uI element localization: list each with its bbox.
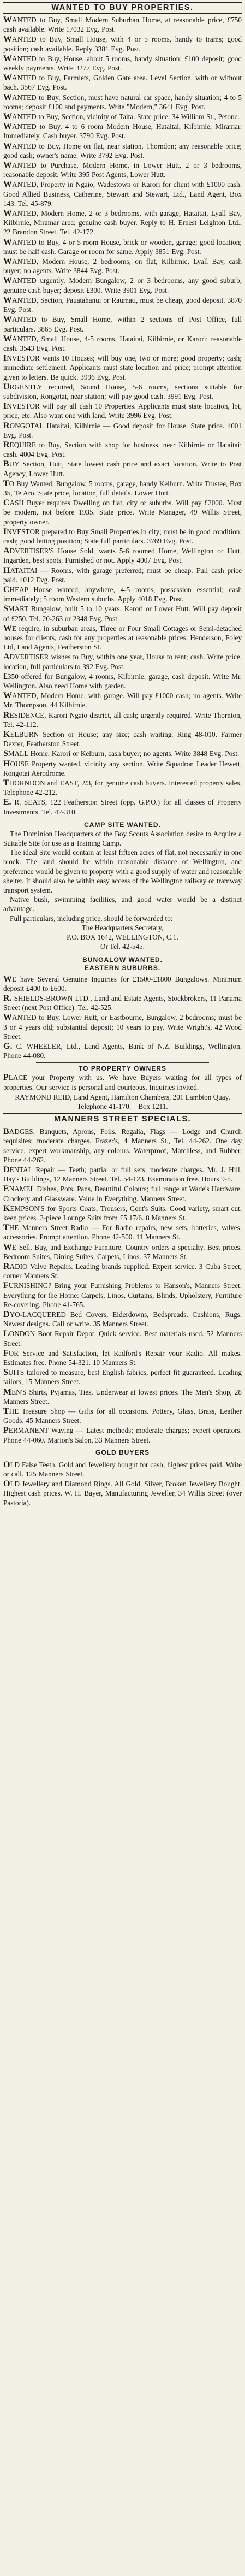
classified-ad: TO Buy Wanted, Bungalow, 5 rooms, garage, handy Kelburn. Write Trustee, Box 35, Te Aro. State price, location, full details. Lower Hutt. <box>3 478 242 497</box>
classified-ad: HATAITAI — Rooms, with garage preferred; must be cheap. Full cash price paid. 4012 Evg. Post. <box>3 565 242 584</box>
classified-ad: WANTED to Buy, Farmlets, Golden Gate area. Level Section, with or without bach. 3567 Evg. Post. <box>3 73 242 92</box>
classified-ad: BADGES, Banquets, Aprons, Foils, Regalia, Flags — Lodge and Church requisites; moderate charges. Frazer's, 4 Manners St., Tel. 44-262. One day service, expert workmanship, any colours. Waterproof, Matchless, and Rubber. Phone 44-262. <box>3 1127 242 1164</box>
notice-contact <box>3 1102 242 1111</box>
classified-ad: INVESTOR will pay all cash 10 Properties. Applicants must state location, lot, price, etc. Also want one with land. Write 3996 Evg. Post. <box>3 401 242 420</box>
classified-ad: RESIDENCE, Karori Ngaio district, all cash; urgently required. Write Thornton, Tel. 42-112. <box>3 710 242 729</box>
classified-ad: URGENTLY required, Sound House, 5-6 rooms, sections suitable for subdivision, Rongotai, near station; will pay good cash. 3991 Evg. Post. <box>3 382 242 400</box>
classified-ad: DENTAL Repair — Teeth; partial or full sets, moderate charges. Mr. J. Hill, Hay's Buildings, 12 Manners Street. Tel. 54-123. Examination free. Hours 9-5. <box>3 1165 242 1184</box>
classified-ad: WANTED to Buy, 4 to 6 room Modern House, Hataitai, Kilbirnie, Miramar. Immediately. Cash buyer. 3790 Evg. Post. <box>3 122 242 140</box>
classified-ad: INVESTOR prepared to Buy Small Properties in city; must be in good condition; cash; good letting position; State full particulars. 3769 Evg. Post. <box>3 527 242 545</box>
classified-ad: KELBURN Section or House; any size; cash waiting. Ring 48-010. Farmer Dexter, Featherston Street. <box>3 730 242 748</box>
classified-ad: WANTED, Modern Home, 2 or 3 bedrooms, with garage, Hataitai, Lyall Bay, Kilbirnie, Miramar area; genuine cash buyer. Reply to H. Ernest Leighton Ltd., 22 Brandon Street. Tel. 42-172. <box>3 209 242 237</box>
notice-telephone: Telephone 41-170. <box>77 1102 132 1110</box>
notice-address: P.O. BOX 1642, WELLINGTON, C.1. <box>67 933 178 942</box>
notice-company: RAYMOND REID, Land Agent, Hamilton Chambers, 201 Lambton Quay. <box>15 1092 230 1101</box>
classified-ad: FOR Service and Satisfaction, let Radford's Repair your Radio. All makes. Estimates free. Phone 54-321. 10 Manners St. <box>3 1348 242 1367</box>
notice-subtitle: EASTERN SUBURBS. <box>84 964 161 972</box>
ads-list <box>3 15 242 817</box>
notice-body: PLACE your Property with us. We have Buyers waiting for all types of properties. Our service is personal and courteous. Inquiries invited. <box>3 1073 242 1091</box>
section-heading: GOLD BUYERS <box>3 1447 242 1458</box>
notice-paragraph: Full particulars, including price, should be forwarded to: <box>10 914 173 923</box>
classified-ad: WANTED to Buy, Home on flat, near station, Thorndon; any reasonable price; good cash; owner's name. Write 3792 Evg. Post. <box>3 141 242 159</box>
classified-ad: PERMANENT Waving — Latest methods; moderate charges; expert operators. Phone 44-060. Marion's Salon, 33 Manners Street. <box>3 1426 242 1444</box>
ads-list <box>3 974 242 1061</box>
classified-ad: WE Sell, Buy, and Exchange Furniture. Country orders a specialty. Best prices. Bedroom Suites, Dining Suites, Carpets, Linos. 37 Manners St. <box>3 1242 242 1261</box>
notice-signature: The Headquarters Secretary, <box>81 923 164 932</box>
classified-ad: REQUIRE to Buy, Section with shop for business, near Kilbirnie or Hataitai; cash. 4004 Evg. Post. <box>3 440 242 459</box>
classified-ad: E. R. SEATS, 122 Featherston Street (opp. G.P.O.) for all classes of Property Investments. Tel. 42-310. <box>3 797 242 816</box>
classified-ad: G. C. WHEELER, Ltd., Land Agents, Bank of N.Z. Buildings, Wellington. Phone 44-080. <box>3 1041 242 1060</box>
ads-list <box>3 1460 242 1508</box>
classified-ad: WANTED to Buy, Small Home, within 2 sections of Post Office, full particulars. 3865 Evg. Post. <box>3 315 242 333</box>
classified-ad: HOUSE Property wanted, vicinity any section. Write Squadron Leader Hewett, Rongotai Aerodrome. <box>3 759 242 777</box>
manners-street-section <box>3 1113 242 1445</box>
camp-site-notice <box>3 821 242 952</box>
classified-ad: WE have Several Genuine Inquiries for £1500-£1800 Bungalows. Minimum deposit £400 to £600. <box>3 974 242 992</box>
classified-ad: WANTED, Modern House, 2 bedrooms, on flat, Kilbirnie, Lyall Bay, cash buyer; no agents. Write 3844 Evg. Post. <box>3 257 242 275</box>
classified-ad: WANTED to Buy, House, about 5 rooms, handy situation; £100 deposit; good weekly payments. Write 3277 Evg. Post. <box>3 54 242 73</box>
classified-ad: ADVERTISER'S House Sold, wants 5-6 roomed Home, Wellington or Hutt. Ingarden, best spots. Furnished or not. Apply 4007 Evg. Post. <box>3 546 242 565</box>
classified-ad: WANTED to Purchase, Modern Home, in Lower Hutt, 2 or 3 bedrooms, reasonable deposit. Write 395 Post Agents, Lower Hutt. <box>3 161 242 179</box>
classified-ad: RONGOTAI, Hataitai, Kilbirnie — Good deposit for House. State price. 4001 Evg. Post. <box>3 421 242 439</box>
classified-ad: ADVERTISER wishes to Buy, within one year, House to rent; cash. Write price, location, full particulars to 392 Evg. Post. <box>3 652 242 671</box>
classified-ad: INVESTOR wants 10 Houses; will buy one, two or more; good property; cash; immediate settlement. Applicants must state location and price; prompt attention given to letters. Be quick. 3996 Evg. Post. <box>3 353 242 381</box>
classified-ad: CASH Buyer requires Dwelling on flat, city or suburbs. Will pay £2000. Must be modern, not before 1935. State price. Write Manager, 49 Willis Street, property owner. <box>3 498 242 526</box>
classified-ad: ENAMEL Dishes, Pots, Pans, Beautiful Colours; full range at Wade's Hardware. Crockery and Glassware. Value in Everything. Manners Street. <box>3 1184 242 1203</box>
notice-title: BUNGALOW WANTED. <box>82 955 163 964</box>
gold-buyers-section <box>3 1447 242 1508</box>
classified-ad: THE Manners Street Radio — For Radio repairs, new sets, batteries, valves, accessories. Prompt attention. Phone 42-500. 11 Manners St. <box>3 1223 242 1242</box>
classified-ad: WANTED, Property in Ngaio, Wadestown or Karori for client with £1000 cash. Good Allied Business, Catherine, Stewart and Stewart, Ltd., Land Agent, Box 143. Tel. 45-879. <box>3 180 242 208</box>
classified-ad: SMALL Home, Karori or Kelburn, cash buyer; no agents. Write 3848 Evg. Post. <box>3 749 240 759</box>
classified-ad: WE require, in suburban areas, Three or Four Small Cottages or Semi-detached houses for clients, cash for any properties at reasonable prices. Henderson, Foley Ltd, Land Agents, Featherston St. <box>3 623 242 652</box>
classified-ad: THORNDON and EAST, 2/3, for genuine cash buyers. Interested property sales. Telephone 42-212. <box>3 778 242 797</box>
classified-ad: LONDON Boot Repair Depot. Quick service. Best materials used. 52 Manners Street. <box>3 1329 242 1348</box>
classified-ad: R. SHIELDS-BROWN LTD., Land and Estate Agents, Stockbrokers, 11 Panama Street (next Post Office). Tel. 42-525. <box>3 993 242 1012</box>
notice-paragraph: The ideal Site would contain at least fifteen acres of flat, not necessarily in one block. The land should be within reasonable distance of Wellington, and preference would be given to property with a good supply of water and reasonable shelter. It should also be within easy access of the Wellington railway or tramway transport system. <box>3 848 242 895</box>
wanted-to-buy-section <box>3 2 242 817</box>
ads-list <box>3 1127 242 1445</box>
classified-ad: WANTED, Modern Home, with garage. Will pay £1000 cash; no agents. Write Mr. Thompson, 44 Kilbirnie. <box>3 691 242 710</box>
notice-paragraph: The Dominion Headquarters of the Boy Scouts Association desire to Acquire a Suitable Site for use as a Training Camp. <box>3 829 242 848</box>
divider <box>36 1062 209 1063</box>
classified-ad: WANTED, Small House, 4-5 rooms, Hataitai, Kilbirnie, or Karori; reasonable cash. 3543 Evg. Post. <box>3 334 242 352</box>
notice-box: Box 1211. <box>138 1102 168 1110</box>
classified-ad: WANTED urgently, Modern Bungalow, 2 or 3 bedrooms, any good suburb, genuine cash buyer; deposit £300. Write 3901 Evg. Post. <box>3 276 242 294</box>
notice-phone: Or Tel. 42-545. <box>100 942 145 951</box>
classified-ad: KEMPSON'S for Sports Coats, Trousers, Gent's Suits. Good variety, smart cut, keen prices. 3-piece Lounge Suits from £5 17/6. 8 Manners St. <box>3 1203 242 1222</box>
notice-paragraph: Native bush, swimming facilities, and good water would be a distinct advantage. <box>3 895 242 913</box>
notice-title: TO PROPERTY OWNERS <box>79 1065 166 1073</box>
classified-ad: THE Treasure Shop — Gifts for all occasions. Pottery, Glass, Brass, Leather Goods. 45 Manners Street. <box>3 1407 242 1425</box>
classified-ad: CHEAP House wanted, anywhere, 4-5 rooms, possession essential; cash immediately; 5 room Western suburbs. Apply 4018 Evg. Post. <box>3 584 242 604</box>
classified-ad: DYO-LACQUERED Bed Covers, Eiderdowns, Bedspreads, Cushions, Rugs. Newest designs. Call or write. 35 Manners Street. <box>3 1310 242 1328</box>
classified-ad: WANTED to Buy, Small House, with 4 or 5 rooms, handy to trams; good position; cash available. Reply 3381 Evg. Post. <box>3 34 242 53</box>
bungalow-header <box>3 956 242 972</box>
classified-ad: WANTED to Buy, Lower Hutt, or Eastbourne, Bungalow, 2 bedrooms; must be 3 or 4 years old; substantial deposit; 10 years to pay. Write Wright's, 42 Wood Street. <box>3 1013 242 1041</box>
classified-ad: WANTED to Buy, Small Modern Suburban Home, at reasonable price, £750 cash available. Write 17032 Evg. Post. <box>3 15 242 34</box>
classified-ad: MEN'S Shirts, Pyjamas, Ties, Underwear at lowest prices. The Men's Shop, 28 Manners Street. <box>3 1387 242 1405</box>
classified-ad: WANTED to Buy, Section, vicinity of Taita. State price. 34 William St., Petone. <box>3 112 240 122</box>
classified-ad: WANTED to Buy, 4 or 5 room House, brick or wooden, garage; good location; must be half cash. Garage or room for same. Apply 3851 Evg. Post. <box>3 237 242 256</box>
classified-ad: FURNISHING? Bring your Furnishing Problems to Hanson's, Manners Street. Everything for the Home: Carpets, Linos, Curtains, Blinds, Upholstery, Furniture Re-covering. Phone 41-765. <box>3 1281 242 1309</box>
classified-ad: OLD False Teeth, Gold and Jewellery bought for cash; highest prices paid. Write or call. 125 Manners Street. <box>3 1460 242 1479</box>
classified-ad: WANTED, Section, Pauatahanui or Raumati, must be cheap, good deposit. 3870 Evg. Post. <box>3 295 242 314</box>
section-heading: WANTED TO BUY PROPERTIES. <box>3 2 242 14</box>
classified-ad: SUITS tailored to measure, best English fabrics, perfect fit guaranteed. Leading tailors, 15 Manners Street. <box>3 1368 242 1386</box>
classified-ad: BUY Section, Hutt, State lowest cash price and exact location. Write to Post Agency, Lower Hutt. <box>3 459 242 478</box>
classified-ad: OLD Jewellery and Diamond Rings. All Gold, Silver, Broken Jewellery Bought. Highest cash prices. W. H. Bayer, Manufacturing Jeweller, 34 Willis Street (over Pastoria). <box>3 1479 242 1507</box>
notice-title: CAMP SITE WANTED. <box>84 820 161 829</box>
classified-ad: £350 offered for Bungalow, 4 rooms, Kilbirnie, garage, cash deposit. Write Mr. Wellington. Also need Home with garden. <box>3 671 242 690</box>
section-heading: MANNERS STREET SPECIALS. <box>3 1113 242 1125</box>
property-owners-notice <box>3 1065 242 1111</box>
classified-ad: SMART Bungalow, built 5 to 10 years, Karori or Lower Hutt. Will pay deposit of £250. Tel. 20-263 or 2348 Evg. Post. <box>3 604 242 623</box>
classified-ad: RADIO Valve Repairs. Leading brands supplied. Expert service. 3 Cuba Street, corner Manners St. <box>3 1261 242 1280</box>
bungalow-wanted-section <box>3 956 242 1061</box>
classified-ad: WANTED to Buy, Section, must have natural car space, handy situation; 4 to 5 rooms; deposit £100 and payments. Write "Modern," 3641 Evg. Post. <box>3 92 242 111</box>
